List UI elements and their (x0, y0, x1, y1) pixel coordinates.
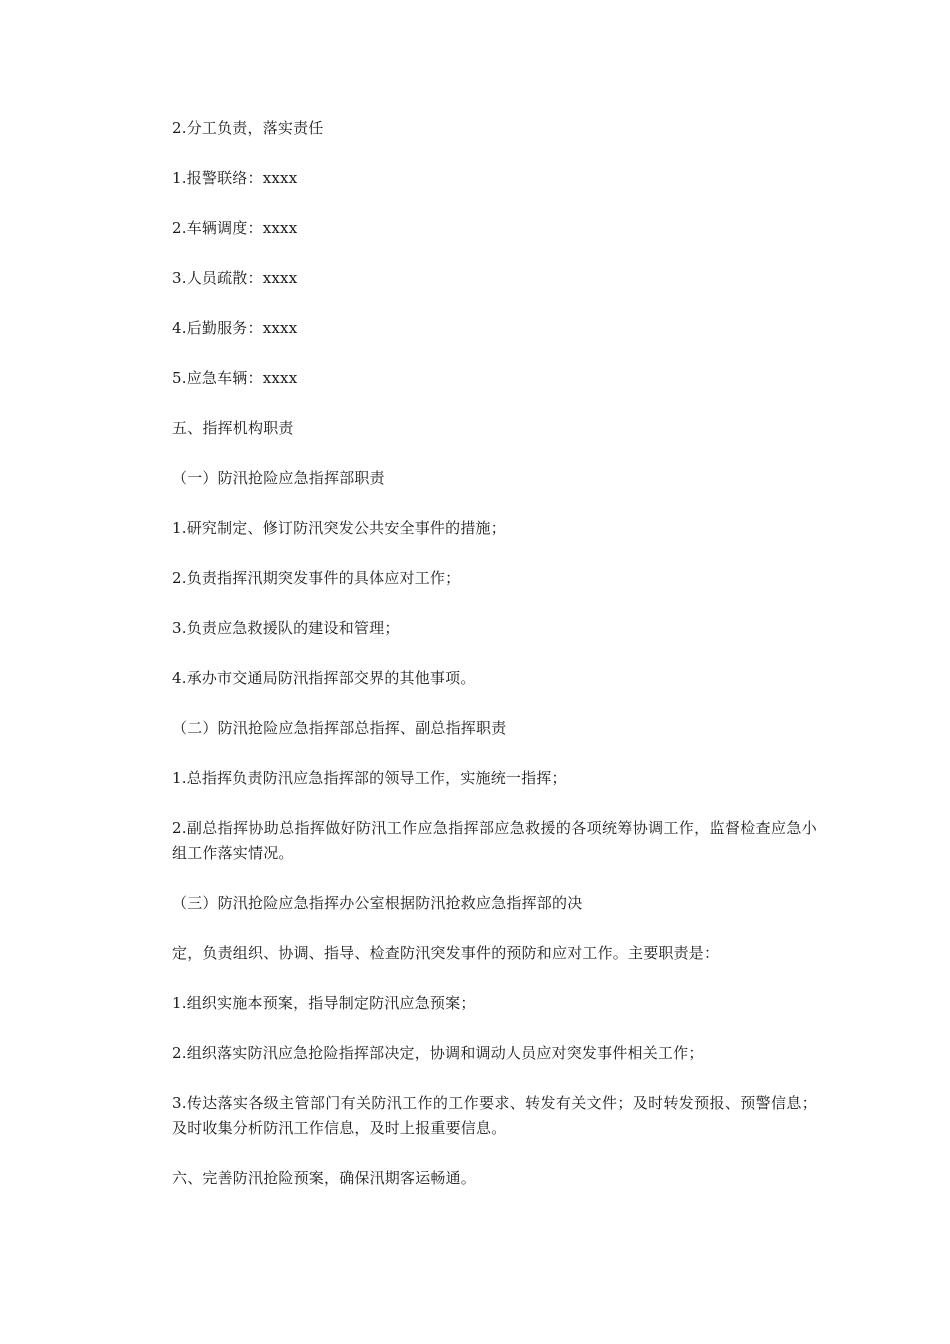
paragraph-commander-duty-1: 1.总指挥负责防汛应急指挥部的领导工作，实施统一指挥； (172, 769, 567, 787)
paragraph-duty-3: 3.负责应急救援队的建设和管理； (172, 619, 400, 637)
subsection-heading-1: （一）防汛抢险应急指挥部职责 (172, 469, 385, 487)
section-heading-command-duties: 五、指挥机构职责 (172, 419, 294, 437)
paragraph-commander-duty-2: 2.副总指挥协助总指挥做好防汛工作应急指挥部应急救援的各项统筹协调工作，监督检查应急小组工作落实情况。 (172, 819, 817, 862)
subsection-heading-3: （三）防汛抢险应急指挥办公室根据防汛抢救应急指挥部的决 (172, 894, 583, 912)
paragraph-office-duties-intro: 定，负责组织、协调、指导、检查防汛突发事件的预防和应对工作。主要职责是： (172, 944, 720, 962)
paragraph-office-duty-1: 1.组织实施本预案，指导制定防汛应急预案； (172, 994, 476, 1012)
paragraph-duty-1: 1.研究制定、修订防汛突发公共安全事件的措施； (172, 519, 506, 537)
paragraph-duty-2: 2.负责指挥汛期突发事件的具体应对工作； (172, 569, 461, 587)
paragraph-evacuation: 3.人员疏散：xxxx (172, 269, 298, 287)
section-heading-improve-plan: 六、完善防汛抢险预案，确保汛期客运畅通。 (172, 1169, 477, 1187)
paragraph-alarm-contact: 1.报警联络：xxxx (172, 169, 298, 187)
paragraph-logistics: 4.后勤服务：xxxx (172, 319, 298, 337)
paragraph-emergency-vehicles: 5.应急车辆：xxxx (172, 369, 298, 387)
subsection-heading-2: （二）防汛抢险应急指挥部总指挥、副总指挥职责 (172, 719, 507, 737)
paragraph-office-duty-2: 2.组织落实防汛应急抢险指挥部决定，协调和调动人员应对突发事件相关工作； (172, 1044, 704, 1062)
paragraph-duty-4: 4.承办市交通局防汛指挥部交界的其他事项。 (172, 669, 476, 687)
paragraph-vehicle-dispatch: 2.车辆调度：xxxx (172, 219, 298, 237)
paragraph-division-of-duties: 2.分工负责，落实责任 (172, 119, 324, 137)
paragraph-office-duty-3: 3.传达落实各级主管部门有关防汛工作的工作要求、转发有关文件；及时转发预报、预警信息；及时收集分析防汛工作信息，及时上报重要信息。 (172, 1094, 817, 1137)
